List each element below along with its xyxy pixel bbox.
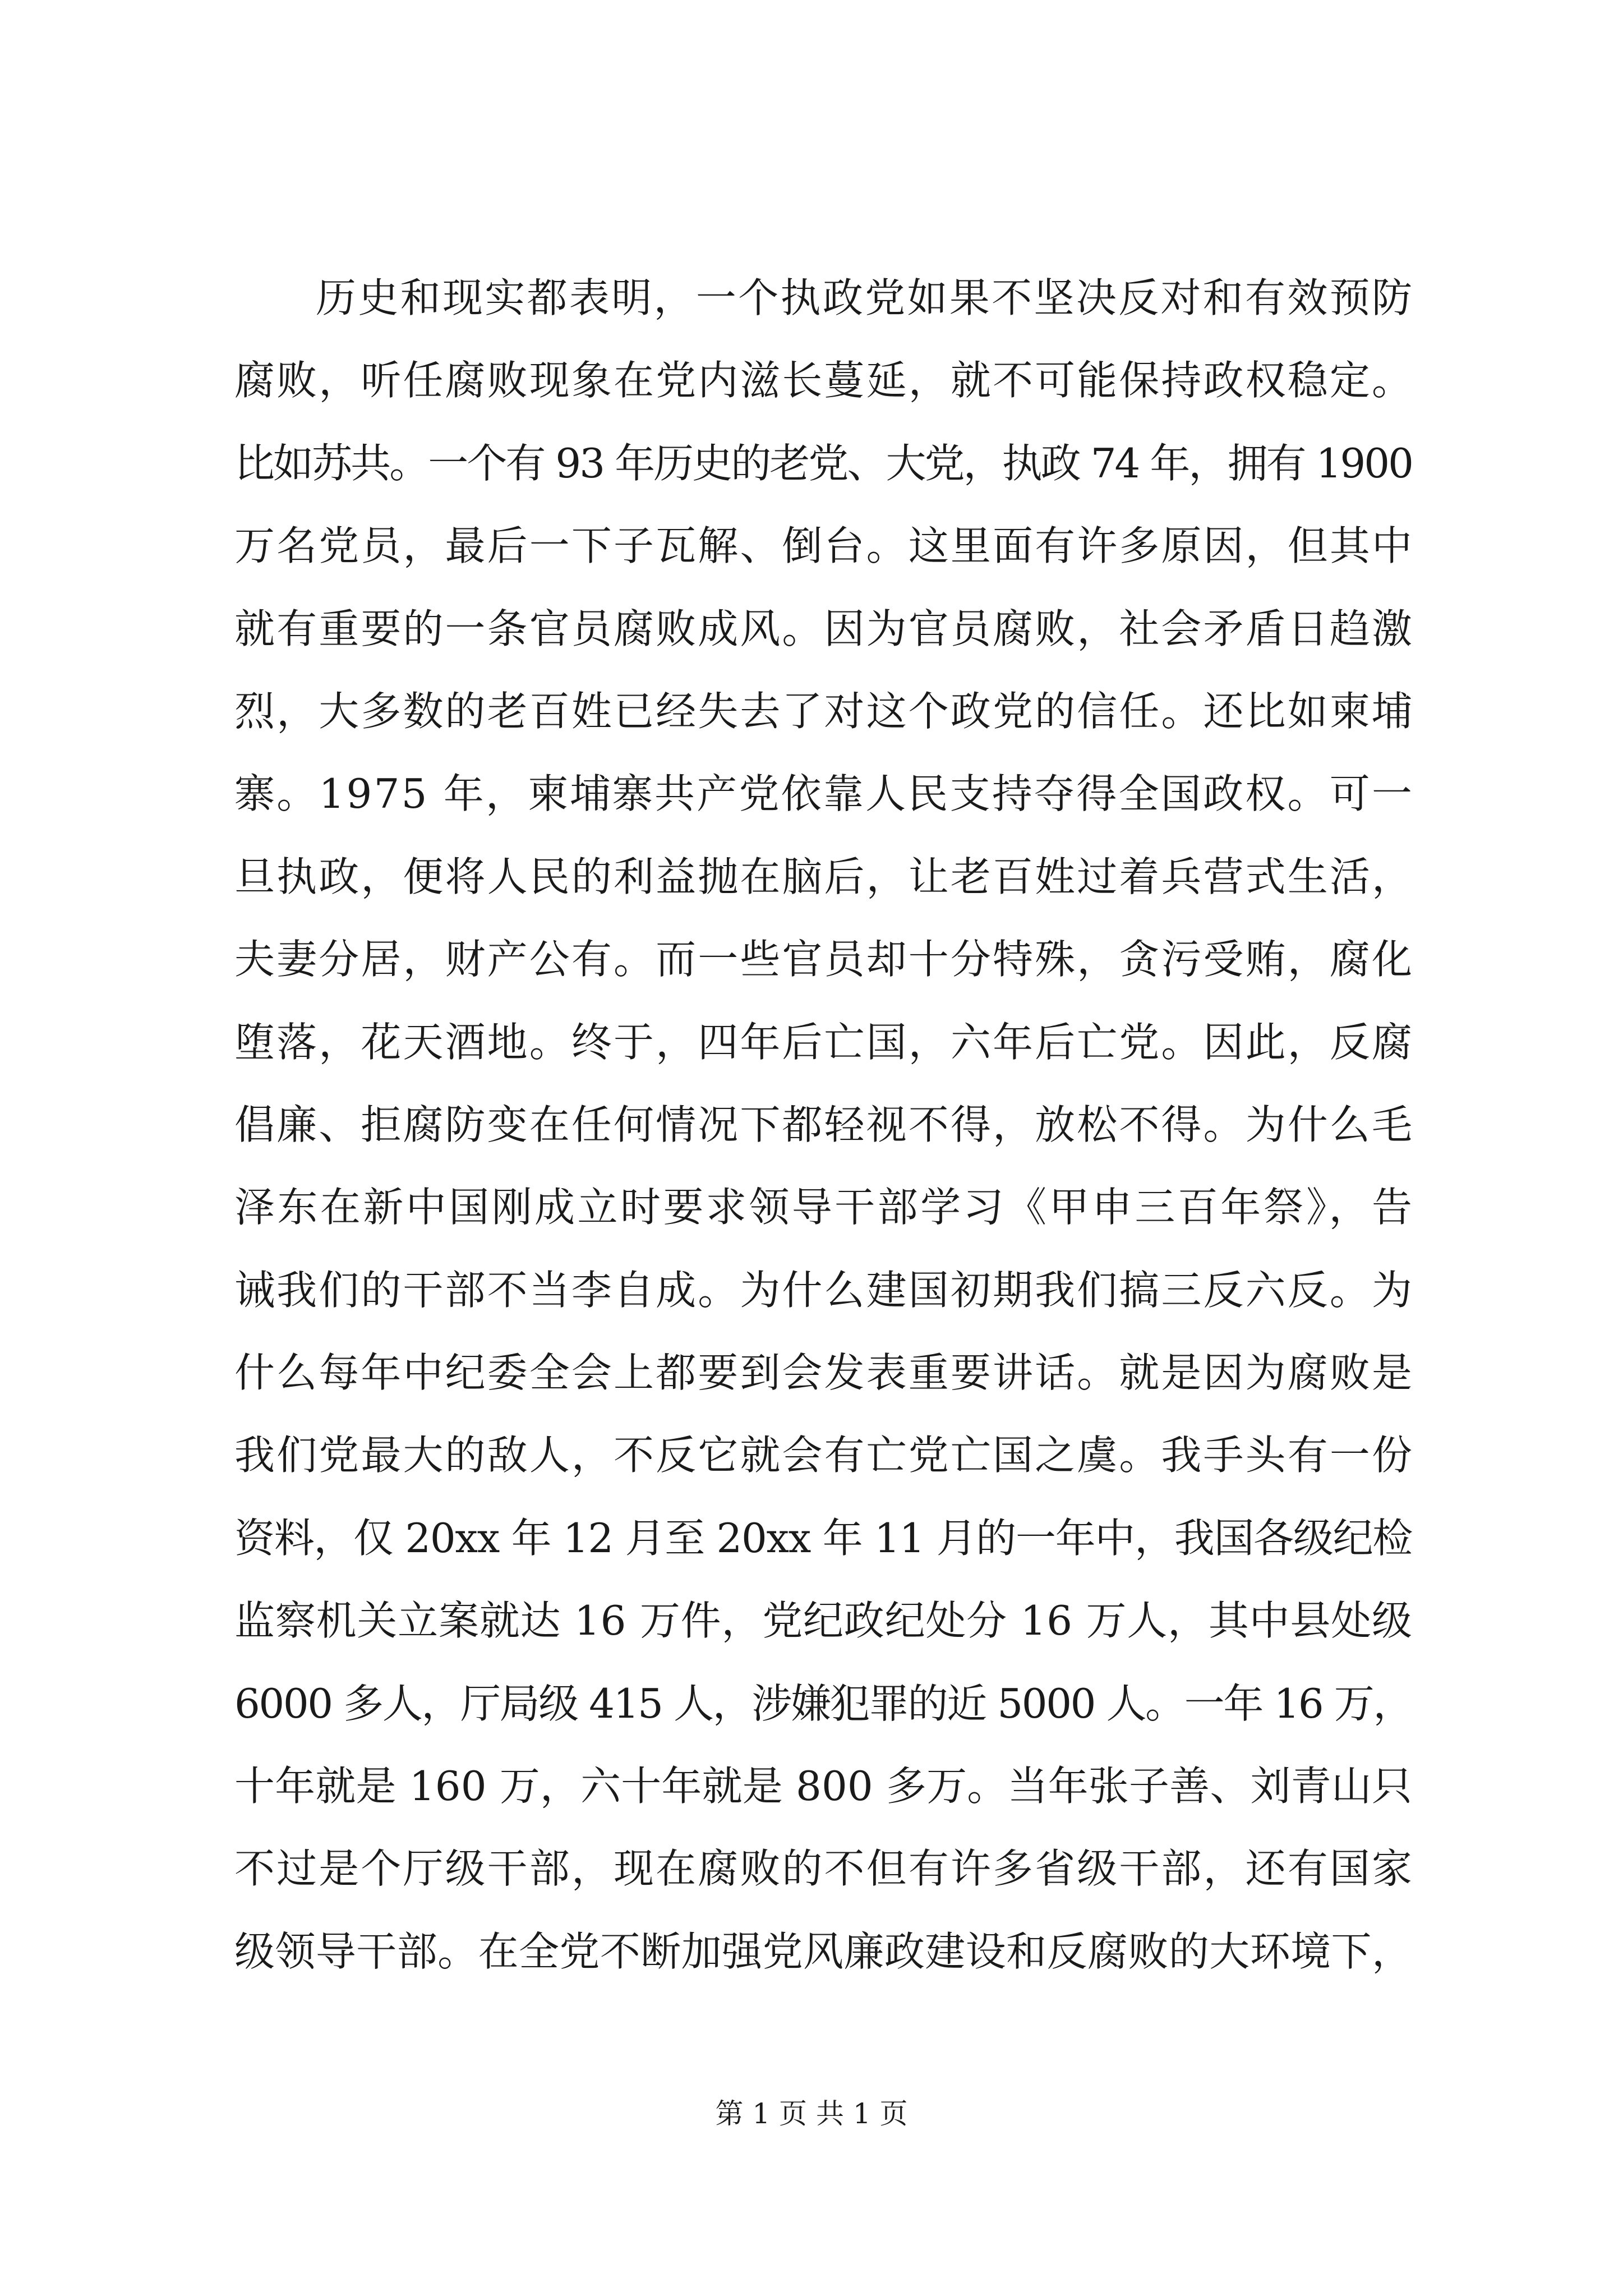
text-line-12: 泽东在新中国刚成立时要求领导干部学习《甲申三百年祭》，告 [234,1184,1415,1231]
text-line-20: 不过是个厅级干部，现在腐败的不但有许多省级干部，还有国家 [234,1845,1414,1893]
text-line-5: 就有重要的一条官员腐败成风。因为官员腐败，社会矛盾日趋激 [234,605,1414,652]
text-line-2: 腐败，听任腐败现象在党内滋长蔓延，就不可能保持政权稳定。 [234,357,1414,404]
text-line-8: 旦执政，便将人民的利益抛在脑后，让老百姓过着兵营式生活， [234,853,1414,900]
text-line-10: 堕落，花天酒地。终于，四年后亡国，六年后亡党。因此，反腐 [234,1018,1414,1066]
text-line-14: 什么每年中纪委全会上都要到会发表重要讲话。就是因为腐败是 [234,1349,1414,1397]
text-line-15: 我们党最大的敌人，不反它就会有亡党亡国之虞。我手头有一份 [234,1432,1414,1479]
text-line-21: 级领导干部。在全党不断加强党风廉政建设和反腐败的大环境下， [234,1927,1413,1975]
text-line-7: 寨。1975 年，柬埔寨共产党依靠人民支持夺得全国政权。可一 [234,770,1414,818]
text-line-18: 6000 多人，厅局级 415 人，涉嫌犯罪的近 5000 人。一年 16 万， [234,1680,1412,1727]
text-line-17: 监察机关立案就达 16 万件，党纪政纪处分 16 万人，其中县处级 [234,1597,1413,1645]
text-line-1: 历史和现实都表明，一个执政党如果不坚决反对和有效预防 [316,274,1414,321]
text-line-16: 资料，仅 20xx 年 12 月至 20xx 年 11 月的一年中，我国各级纪检 [234,1514,1412,1562]
body-paragraph [234,257,1415,1993]
text-line-11: 倡廉、拒腐防变在任何情况下都轻视不得，放松不得。为什么毛 [234,1101,1414,1148]
text-line-19: 十年就是 160 万，六十年就是 800 多万。当年张子善、刘青山只 [234,1763,1413,1810]
text-line-13: 诫我们的干部不当李自成。为什么建国初期我们搞三反六反。为 [234,1266,1414,1314]
text-line-4: 万名党员，最后一下子瓦解、倒台。这里面有许多原因，但其中 [234,522,1414,570]
text-line-9: 夫妻分居，财产公有。而一些官员却十分特殊，贪污受贿，腐化 [234,936,1414,983]
text-line-3: 比如苏共。一个有 93 年历史的老党、大党，执政 74 年，拥有 1900 [234,439,1412,487]
page-footer: 第 1 页 共 1 页 [715,2097,908,2130]
text-line-6: 烈，大多数的老百姓已经失去了对这个政党的信任。还比如柬埔 [234,687,1414,735]
